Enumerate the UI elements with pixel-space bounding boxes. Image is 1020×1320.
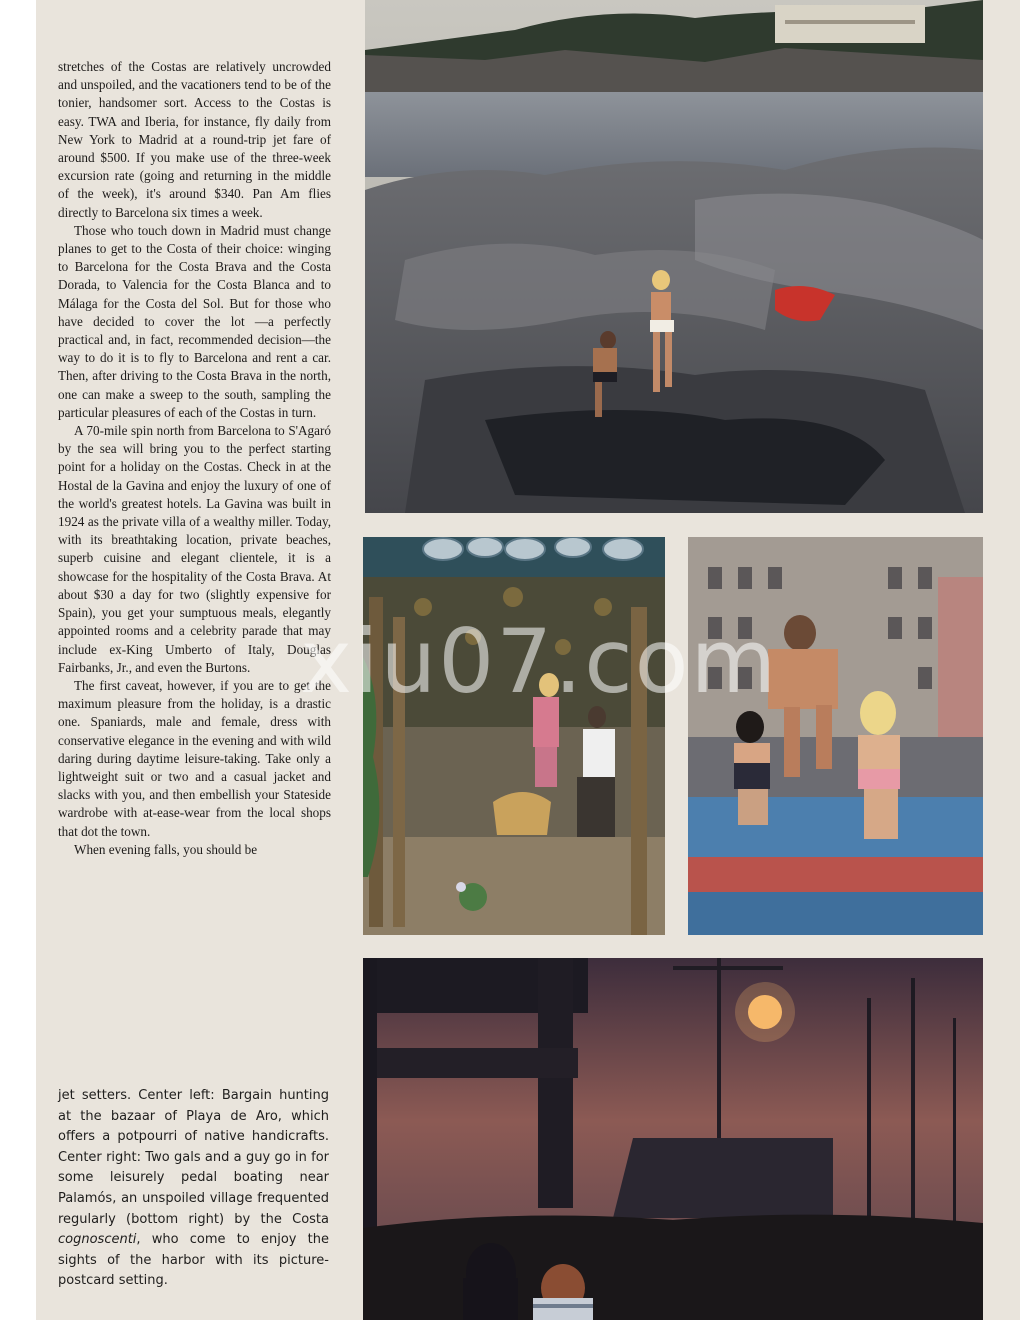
caption-text-end: , who come to enjoy the sights of the harbor with its picture-postcard setting. (58, 1232, 329, 1289)
rocky-coast-couple-photo (365, 0, 983, 513)
article-column (58, 58, 331, 859)
article-paragraph: Those who touch down in Madrid must change planes to get to the Costa of their choice: winging to Barcelona for the Costa Brava and the Costa Dorada, to Valencia for the Costa Blanca and to Málaga for the Costa del Sol. But for those who have decided to cover the lot —a perfectly practical and, in fact, recommended decision—the way to do it is to fly to Barcelona and rent a car. Then, after driving to the Costa Brava in the north, one can make a sweep to the south, sampling the particular pleasures of each of the Costas in turn. (58, 222, 331, 420)
caption-text: jet setters. Center left: Bargain hunting at the bazaar of Playa de Aro, which offers a potpourri of native handicrafts. Center right: Two gals and a guy go in for some leisurely pedal boating near Palamós, an unspoiled village frequented regularly (bottom right) by the Costa (58, 1088, 329, 1227)
caption-italic: cognoscenti (58, 1232, 137, 1248)
article-paragraph: A 70-mile spin north from Barcelona to S'Agaró by the sea will bring you to the perfect starting point for a holiday on the Costas. Check in at the Hostal de la Gavina and enjoy the luxury of one of the world's greatest hotels. La Gavina was built in 1924 as the private villa of a wealthy miller. Today, with its breathtaking location, private beaches, superb cuisine and elegant clientele, it is a showcase for the hospitality of the Costa Brava. At about $30 a day for two (slightly expensive for Spain), you get your sumptuous meals, elegantly appointed rooms and a celebrity parade that may include ex-King Umberto of Italy, Douglas Fairbanks, Jr., and even the Burtons. (58, 423, 331, 675)
photo-caption (58, 1086, 329, 1292)
article-paragraph: stretches of the Costas are relatively uncrowded and unspoiled, and the vacationers tend to be of the tonier, handsomer sort. Access to the Costas is easy. TWA and Iberia, for instance, fly daily from New York to Madrid at a round-trip jet fare of around $500. If you make use of the three-week excursion rate (going and returning in the middle of the week), it's around $340. Pan Am flies directly to Barcelona six times a week. (58, 59, 331, 220)
bazaar-photo (363, 537, 665, 935)
pedal-boat-photo (688, 537, 983, 935)
watermark: xiu07.com (300, 610, 779, 713)
harbor-sunset-photo (363, 958, 983, 1320)
article-paragraph: The first caveat, however, if you are to get the maximum pleasure from the holiday, is a drastic one. Spaniards, male and female, dress with conservative elegance in the evening and with wild daring during daytime leisure-taking. Take only a lightweight suit or two and a casual jacket and slacks with you, and then embellish your Stateside wardrobe with at-ease-wear from the local shops that dot the town. (58, 677, 331, 839)
article-paragraph: When evening falls, you should be (74, 841, 258, 857)
